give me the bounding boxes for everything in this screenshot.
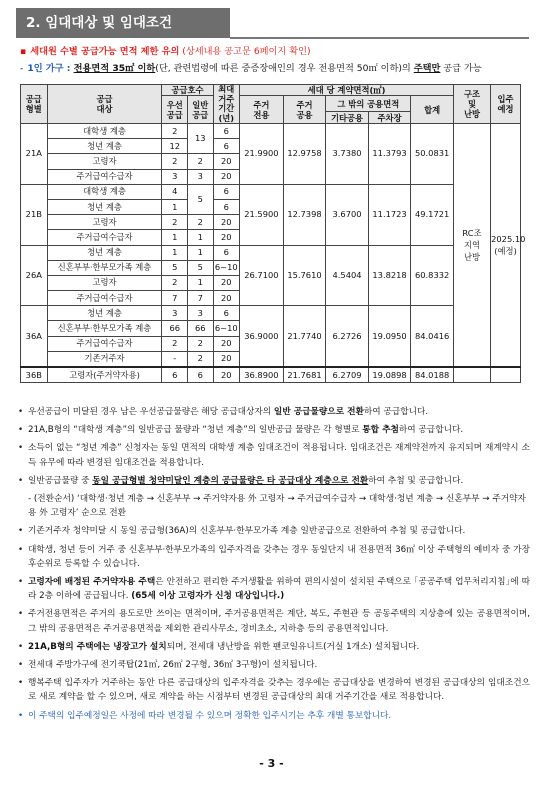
cell-area-total: 84.0188 bbox=[411, 367, 454, 383]
note-text-b: 일반 공급물량으로 전환 bbox=[273, 407, 364, 417]
cell-max-years: 6 bbox=[213, 139, 240, 154]
note-text-b: 21A,B형의 주택에는 냉장고가 설치 bbox=[28, 641, 167, 652]
intro-line-2 bbox=[20, 62, 535, 75]
intro-housing-only: 주택만 bbox=[413, 63, 441, 74]
cell-max-years: 20 bbox=[213, 367, 240, 383]
header-residential-common: 주거 공용 bbox=[283, 96, 326, 124]
cell-area-parking: 11.3793 bbox=[368, 124, 411, 185]
cell-priority: 1 bbox=[162, 245, 188, 260]
header-general: 일반 공급 bbox=[187, 96, 213, 124]
cell-priority: 7 bbox=[162, 291, 188, 306]
intro-area-limit: 전용면적 35㎡ 이하 bbox=[73, 63, 156, 74]
intro-supply-possible: 공급 가능 bbox=[440, 63, 482, 74]
cell-target: 기존거주자 bbox=[47, 351, 162, 367]
cell-max-years: 20 bbox=[213, 275, 240, 290]
cell-max-years: 6 bbox=[213, 245, 240, 260]
note-text-c: 하여 공급합니다. bbox=[398, 425, 464, 436]
dash-icon: - bbox=[20, 63, 24, 74]
cell-general: 7 bbox=[187, 291, 213, 306]
note-text-a: 주거전용면적은 주거의 용도로만 쓰이는 면적이며, 주거공용면적은 계단, 복도, 주현관 등 공동주택의 지상층에 있는 공용면적이며, 그 밖의 공용면적은 주거공용면적을 제외한 관리사무소, 경비초소, 지하층 등의 공용면적입니다. bbox=[28, 609, 530, 634]
intro-area-exception: (단, 관련법령에 따른 중증장애인의 경우 전용면적 50㎡ 이하)의 bbox=[155, 63, 414, 74]
cell-general: 6 bbox=[187, 367, 213, 383]
cell-priority: 66 bbox=[162, 321, 188, 336]
note-text-c: 은 안전하고 편리한 주거생활을 위하여 편의시설이 설치된 주택으로 ｢공공주택 업무처리지침｣에 따라 2층 이하에 공급됩니다. bbox=[28, 577, 530, 602]
cell-priority: 4 bbox=[162, 184, 188, 199]
notes-list bbox=[18, 405, 530, 727]
note-item bbox=[18, 607, 530, 635]
cell-max-years: 20 bbox=[213, 336, 240, 351]
cell-area-residential: 21.5900 bbox=[240, 184, 284, 245]
note-text-a: 행복주택 입주자가 거주하는 동안 다른 공급대상의 입주자격을 갖추는 경우에는 공급대상을 변경하여 변경된 공급대상의 임대조건으로 새로 계약을 할 수 있으며, 새로 계약을 하는 시점부터 변경된 공급대상의 최대 거주기간을 새로 적용합니다. bbox=[28, 678, 530, 703]
cell-area-parking: 19.0898 bbox=[368, 367, 411, 383]
cell-general: 2 bbox=[187, 336, 213, 351]
note-text-a: 기존거주자 청약미달 시 동일 공급형(36A)의 신혼부부·한부모가족 계층 일반공급으로 전환하여 추첨 및 공급합니다. bbox=[28, 526, 466, 537]
note-item bbox=[18, 640, 530, 654]
header-total: 합계 bbox=[411, 96, 454, 124]
note-text-a: 21A,B형의 “대학생 계층”의 일반공급 물량과 “청년 계층”의 일반공급 물량은 각 형별로 bbox=[28, 425, 363, 436]
note-text-c: 하여 공급합니다. bbox=[363, 407, 429, 417]
cell-target: 주거급여수급자 bbox=[47, 291, 162, 306]
cell-priority: 3 bbox=[162, 169, 188, 184]
cell-priority: 2 bbox=[162, 215, 188, 230]
cell-max-years: 20 bbox=[213, 291, 240, 306]
table-row bbox=[21, 306, 521, 321]
cell-area-parking: 19.0950 bbox=[368, 306, 411, 367]
cell-area-other-public: 3.7380 bbox=[326, 124, 369, 185]
cell-priority: 2 bbox=[162, 154, 188, 169]
cell-target: 청년 계층 bbox=[47, 139, 162, 154]
table-row bbox=[21, 245, 521, 260]
cell-target: 주거급여수급자 bbox=[47, 230, 162, 245]
bullet-icon: ▪ bbox=[20, 46, 27, 57]
intro-warning: 세대원 수별 공급가능 면적 제한 유의 bbox=[30, 46, 180, 57]
section-title: 2. 임대대상 및 임대조건 bbox=[16, 8, 230, 38]
cell-type: 36B bbox=[21, 367, 48, 383]
note-item bbox=[18, 709, 530, 723]
note-text-a: 일반공급물량 중 bbox=[28, 475, 93, 486]
note-text-b2: (65세 이상 고령자가 신청 대상입니다.) bbox=[131, 591, 285, 602]
cell-max-years: 6 bbox=[213, 184, 240, 199]
table-row bbox=[21, 124, 521, 139]
cell-type: 36A bbox=[21, 306, 48, 367]
cell-area-other-public: 4.5404 bbox=[326, 245, 369, 306]
cell-area-other-public: 6.2709 bbox=[326, 367, 369, 383]
cell-priority: 5 bbox=[162, 260, 188, 275]
cell-area-residential: 36.8900 bbox=[240, 367, 284, 383]
cell-area-residential: 26.7100 bbox=[240, 245, 284, 306]
cell-general: 5 bbox=[187, 260, 213, 275]
cell-target: 청년 계층 bbox=[47, 306, 162, 321]
cell-target: 대학생 계층 bbox=[47, 184, 162, 199]
cell-area-parking: 11.1723 bbox=[368, 184, 411, 245]
note-text-a: 대학생, 청년 등이 거주 중 신혼부부·한부모가족의 입주자격을 갖추는 경우 동일단지 내 전용면적 36㎡ 이상 주택형의 예비자 중 가장 후순위로 등록할 수 있습니다. bbox=[28, 544, 530, 569]
header-type: 공급 형별 bbox=[21, 85, 48, 124]
note-text-b: 통합 추첨 bbox=[362, 425, 399, 436]
note-item bbox=[18, 524, 530, 538]
cell-max-years: 6~10 bbox=[213, 260, 240, 275]
cell-target: 청년 계층 bbox=[47, 199, 162, 214]
note-item bbox=[18, 441, 530, 469]
cell-general: 3 bbox=[187, 169, 213, 184]
cell-area-total: 84.0416 bbox=[411, 306, 454, 367]
note-item bbox=[18, 575, 530, 603]
cell-target: 신혼부부·한부모가족 계층 bbox=[47, 260, 162, 275]
cell-type: 21A bbox=[21, 124, 48, 185]
cell-target: 신혼부부·한부모가족 계층 bbox=[47, 321, 162, 336]
header-priority: 우선 공급 bbox=[162, 96, 188, 124]
cell-max-years: 6 bbox=[213, 306, 240, 321]
header-residential: 주거 전용 bbox=[240, 96, 284, 124]
cell-target: 고령자(주거약자용) bbox=[47, 367, 162, 383]
cell-target: 고령자 bbox=[47, 154, 162, 169]
cell-general: 1 bbox=[187, 230, 213, 245]
cell-general: 13 bbox=[187, 124, 213, 154]
header-target: 공급 대상 bbox=[47, 85, 162, 124]
cell-area-residential-common: 21.7740 bbox=[283, 306, 326, 367]
cell-max-years: 20 bbox=[213, 154, 240, 169]
cell-area-residential-common: 15.7610 bbox=[283, 245, 326, 306]
cell-area-residential-common: 12.9758 bbox=[283, 124, 326, 185]
cell-structure-empty bbox=[453, 367, 490, 383]
note-text-b: 고령자에 배정된 주거약자용 주택 bbox=[28, 577, 156, 588]
rental-conditions-table bbox=[20, 84, 526, 383]
cell-priority: 3 bbox=[162, 306, 188, 321]
section-divider bbox=[230, 37, 529, 39]
cell-priority: 2 bbox=[162, 124, 188, 139]
table-row bbox=[21, 184, 521, 199]
cell-general: 2 bbox=[187, 154, 213, 169]
cell-priority: 2 bbox=[162, 275, 188, 290]
cell-general: 1 bbox=[187, 275, 213, 290]
note-item bbox=[18, 405, 530, 419]
note-text-a: 소득이 없는 “청년 계층” 신청자는 동일 면적의 대학생 계층 임대조건이 적용됩니다. 임대조건은 재계약전까지 유지되며 재계약시 소득 유무에 따라 변경된 임대조건을 적용합니다. bbox=[28, 443, 530, 468]
cell-priority: 6 bbox=[162, 367, 188, 383]
cell-general: 5 bbox=[187, 184, 213, 214]
header-move-in: 입주 예정 bbox=[491, 85, 521, 124]
note-item bbox=[18, 492, 530, 520]
cell-move-in-empty bbox=[491, 367, 521, 383]
header-supply-units: 공급호수 bbox=[162, 85, 213, 96]
cell-max-years: 20 bbox=[213, 230, 240, 245]
note-text-a: 우선공급이 미달된 경우 남은 우선공급물량은 해당 공급대상자의 bbox=[28, 407, 274, 417]
cell-target: 고령자 bbox=[47, 215, 162, 230]
header-other-public: 기타공용 bbox=[326, 112, 369, 124]
note-item bbox=[18, 676, 530, 704]
cell-area-residential: 21.9900 bbox=[240, 124, 284, 185]
intro-one-person: 1인 가구 : bbox=[27, 63, 74, 74]
note-item bbox=[18, 423, 530, 437]
header-max-years: 최대 거주 기간(년) bbox=[213, 85, 240, 124]
cell-max-years: 20 bbox=[213, 169, 240, 184]
cell-type: 26A bbox=[21, 245, 48, 306]
cell-area-total: 50.0831 bbox=[411, 124, 454, 185]
cell-area-total: 60.8332 bbox=[411, 245, 454, 306]
note-text-c: 하여 추첨 및 공급합니다. bbox=[368, 475, 464, 486]
page-number: - 3 - bbox=[259, 757, 284, 770]
cell-general: 66 bbox=[187, 321, 213, 336]
intro-line-1 bbox=[20, 45, 535, 58]
cell-target: 고령자 bbox=[47, 275, 162, 290]
cell-max-years: 6~10 bbox=[213, 321, 240, 336]
note-text-a: 전세대 주방가구에 전기쿡탑(21㎡, 26㎡ 2구형, 36㎡ 3구형)이 설치됩니다. bbox=[28, 660, 318, 671]
cell-priority: 1 bbox=[162, 199, 188, 214]
cell-move-in: 2025.10 (예정) bbox=[491, 124, 521, 368]
cell-target: 주거급여수급자 bbox=[47, 169, 162, 184]
note-text-u: 동일 공급형별 청약미달인 계층의 공급물량은 타 공급대상 계층으로 전환 bbox=[92, 475, 369, 486]
cell-area-residential-common: 12.7398 bbox=[283, 184, 326, 245]
cell-priority: - bbox=[162, 351, 188, 367]
cell-structure: RC조 지역 난방 bbox=[453, 124, 490, 368]
cell-priority: 2 bbox=[162, 336, 188, 351]
header-other-common: 그 밖의 공용면적 bbox=[326, 96, 411, 112]
header-structure: 구조 및 난방 bbox=[453, 85, 490, 124]
cell-max-years: 20 bbox=[213, 215, 240, 230]
cell-area-other-public: 6.2726 bbox=[326, 306, 369, 367]
intro-warning-ref: (상세내용 공고문 6페이지 확인) bbox=[179, 46, 311, 57]
cell-max-years: 6 bbox=[213, 124, 240, 139]
cell-target: 주거급여수급자 bbox=[47, 336, 162, 351]
header-area-group: 세대 당 계약면적(㎡) bbox=[240, 85, 454, 96]
cell-general: 2 bbox=[187, 351, 213, 367]
cell-max-years: 6 bbox=[213, 199, 240, 214]
cell-max-years: 20 bbox=[213, 351, 240, 367]
note-item bbox=[18, 474, 530, 488]
cell-priority: 12 bbox=[162, 139, 188, 154]
cell-target: 청년 계층 bbox=[47, 245, 162, 260]
note-item bbox=[18, 658, 530, 672]
cell-priority: 1 bbox=[162, 230, 188, 245]
note-sub-text: - (전환순서) ‘대학생·청년 계층 → 신혼부부 → 주거약자용 外 고령자 → 주거급여수급자 → 대학생·청년 계층 → 신혼부부 → 주거약자용 外 고령자’ 순으로 전환 bbox=[28, 494, 526, 519]
cell-area-total: 49.1721 bbox=[411, 184, 454, 245]
note-item bbox=[18, 543, 530, 571]
cell-area-other-public: 3.6700 bbox=[326, 184, 369, 245]
cell-general: 1 bbox=[187, 245, 213, 260]
cell-area-parking: 13.8218 bbox=[368, 245, 411, 306]
cell-general: 3 bbox=[187, 306, 213, 321]
note-text-c: 되며, 전세대 냉난방을 위한 팬코일유니트(거실 1개소) 설치됩니다. bbox=[166, 641, 420, 652]
cell-area-residential-common: 21.7681 bbox=[283, 367, 326, 383]
header-parking: 주차장 bbox=[368, 112, 411, 124]
cell-target: 대학생 계층 bbox=[47, 124, 162, 139]
table-row bbox=[21, 367, 521, 383]
cell-area-residential: 36.9000 bbox=[240, 306, 284, 367]
cell-general: 2 bbox=[187, 215, 213, 230]
note-text-blue: 이 주택의 입주예정일은 사정에 따라 변경될 수 있으며 정확한 입주시기는 추후 개별 통보합니다. bbox=[28, 710, 392, 721]
cell-type: 21B bbox=[21, 184, 48, 245]
